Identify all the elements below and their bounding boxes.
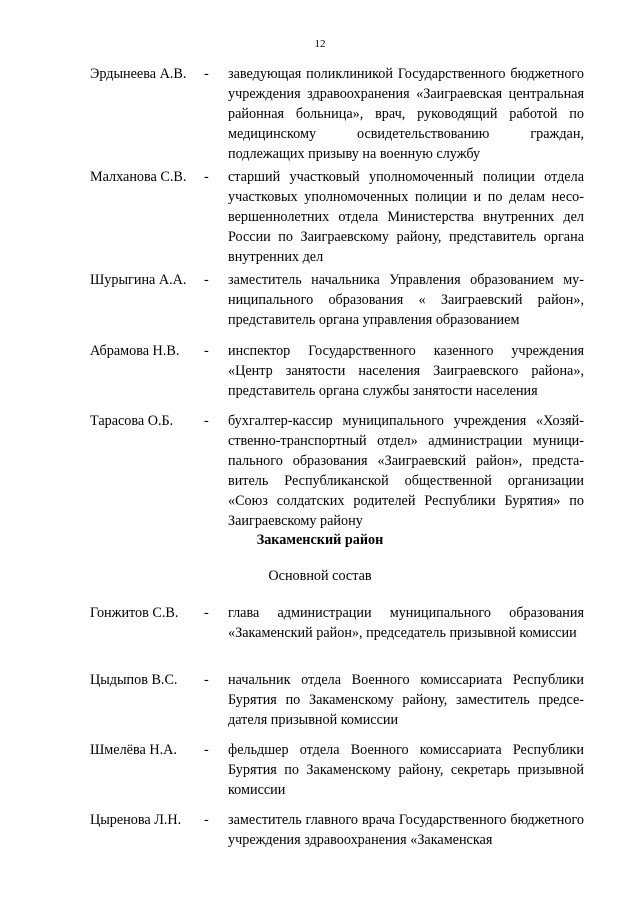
section-subtitle: Основной состав [268,568,372,584]
member-name: Малханова С.В. [90,169,187,185]
separator-dash: - [204,343,209,359]
separator-dash: - [204,272,209,288]
separator-dash: - [204,169,209,185]
member-description: старший участковый уполномоченный полиции отдела участковых уполномоченных полиции и по делам несовершеннолетних отдела Министерства внутренних дел России по Заиграевскому району, представитель органа внутренних дел [228,169,584,265]
member-name: Цыренова Л.Н. [90,812,182,828]
member-name: Абрамова Н.В. [90,343,180,359]
separator-dash: - [204,66,209,82]
member-name: Гонжитов С.В. [90,605,179,621]
member-description: заведующая поликлиникой Государственного бюджетного учреждения здравоохранения «Заиграевская центральная районная больница», врач, руководящий работой по медицинскому освидетельствованию граждан, подлежащих призыву на военную службу [228,66,584,162]
member-name: Цыдыпов В.С. [90,672,178,688]
member-description: глава администрации муниципального образования «Закаменский район», председатель призывной комиссии [228,605,584,641]
member-description: заместитель начальника Управления образованием муниципального образования « Заиграевский район», представитель органа управления образованием [228,272,584,328]
separator-dash: - [204,812,209,828]
separator-dash: - [204,742,209,758]
member-description: начальник отдела Военного комиссариата Республики Бурятия по Закаменскому району, заместитель председателя призывной комиссии [228,672,584,728]
member-name: Эрдынеева А.В. [90,66,187,82]
member-name: Шурыгина А.А. [90,272,187,288]
member-description: бухгалтер-кассир муниципального учреждения «Хозяйственно-транспортный отдел» администрации муниципального образования «Заиграевский район», представитель Республиканской общественной организации «Союз солдатских родителей Республики Бурятия» по Заиграевскому району [228,413,584,529]
member-description: фельдшер отдела Военного комиссариата Республики Бурятия по Закаменскому району, секретарь призывной комиссии [228,742,584,798]
separator-dash: - [204,413,209,429]
section-title: Закаменский район [256,532,384,548]
member-description: заместитель главного врача Государственного бюджетного учреждения здравоохранения «Закаменская [228,812,584,848]
member-name: Шмелёва Н.А. [90,742,177,758]
separator-dash: - [204,605,209,621]
member-description: инспектор Государственного казенного учреждения «Центр занятости населения Заиграевского района», представитель органа службы занятости населения [228,343,584,399]
member-name: Тарасова О.Б. [90,413,174,429]
separator-dash: - [204,672,209,688]
page-number: 12 [314,38,326,50]
